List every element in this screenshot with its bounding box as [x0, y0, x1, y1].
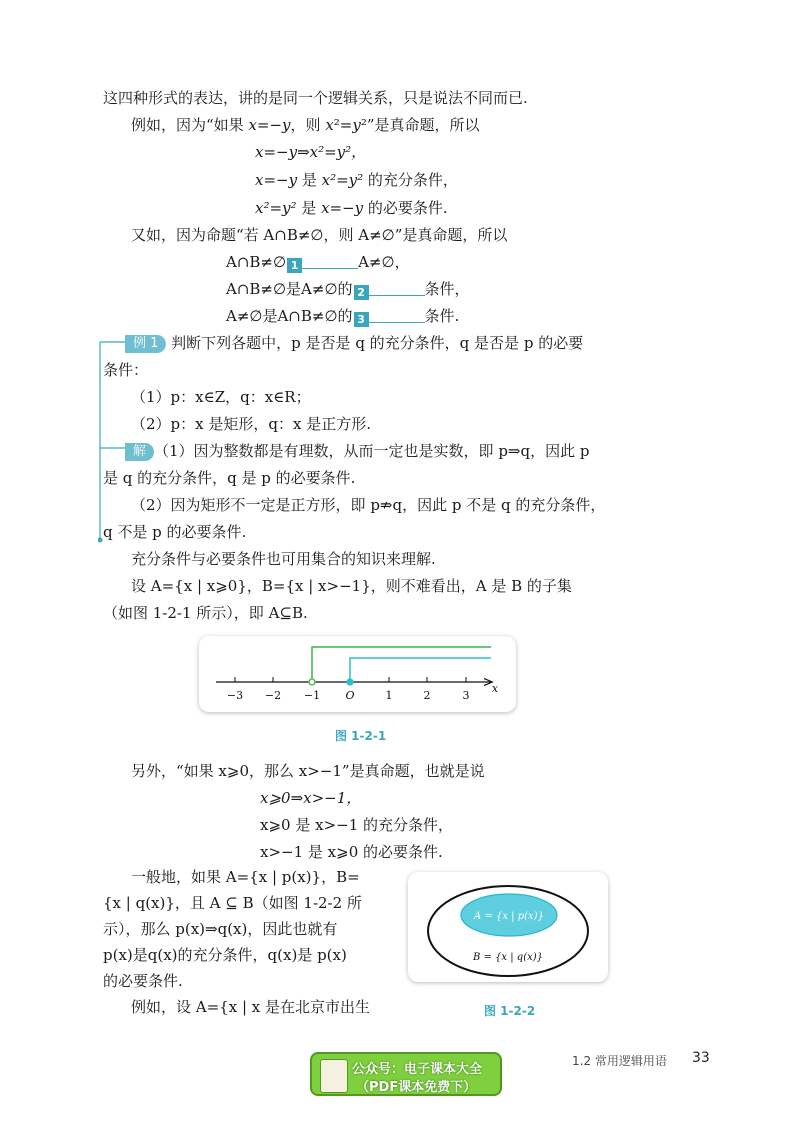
fill-blank[interactable]: [369, 307, 425, 323]
text-span: 是: [296, 199, 322, 217]
text-line: q 不是 p 的必要条件.: [103, 523, 247, 541]
set-a-ray: [312, 647, 491, 682]
text-span: （1）因为整数都是有理数，从而一定也是实数，即 p⇒q，因此 p: [154, 442, 590, 460]
text-line: 设 A={x | x⩾0}，B={x | x>−1}，则不难看出，A 是 B 的子集: [131, 577, 572, 595]
example-tag: 例 1: [125, 335, 166, 353]
text-line: 充分条件与必要条件也可用集合的知识来理解.: [131, 550, 436, 568]
text-line: [226, 251, 410, 273]
stamp-line2: （PDF课本免费下）: [356, 1080, 477, 1095]
page-number: 33: [692, 1050, 710, 1066]
section-footer: 1.2 常用逻辑用语: [572, 1054, 667, 1068]
venn-svg: [408, 872, 608, 982]
fill-blank[interactable]: [302, 253, 358, 269]
text-line: 一般地，如果 A={x | p(x)}，B=: [131, 868, 360, 886]
blank-number-badge: 1: [287, 258, 302, 273]
figure-caption: 图 1-2-1: [335, 729, 387, 743]
math-var: x: [325, 116, 334, 134]
text-span: 是: [297, 171, 322, 189]
text-span: ²”是真命题，所以: [360, 116, 480, 134]
text-span: A≠∅，: [358, 253, 410, 271]
text-line: （如图 1-2-1 所示），即 A⊆B.: [103, 604, 308, 622]
text-line: x⩾0 是 x>−1 的充分条件，: [260, 816, 454, 834]
math-expr: x=−y: [321, 199, 364, 217]
figure-number-line: [199, 636, 516, 712]
math-var: y: [282, 116, 291, 134]
text-span: 的必要条件.: [363, 199, 448, 217]
text-span: =−: [256, 116, 283, 134]
text-line: [226, 305, 459, 327]
tick-label: −1: [303, 689, 321, 702]
text-span: ²=: [333, 116, 353, 134]
watermark-stamp: [310, 1052, 502, 1096]
math-var: y: [352, 116, 361, 134]
text-line: {x | q(x)}，且 A ⊆ B（如图 1-2-2 所: [103, 894, 362, 912]
set-b-ray: [350, 658, 491, 682]
axis-label: x: [491, 682, 499, 695]
number-line-svg: [199, 636, 516, 712]
text-line: 这四种形式的表达，讲的是同一个逻辑关系，只是说法不同而已.: [103, 89, 528, 107]
solution-line: [125, 440, 589, 462]
set-b-label: B = {x | q(x)}: [472, 952, 544, 963]
text-line: [255, 197, 448, 219]
text-line: （2）因为矩形不一定是正方形，即 p⇏q，因此 p 不是 q 的充分条件，: [131, 496, 606, 514]
closed-point-zero: [347, 679, 353, 685]
text-span: A∩B≠∅: [226, 253, 287, 271]
text-line: 又如，因为命题“若 A∩B≠∅，则 A≠∅”是真命题，所以: [131, 226, 508, 244]
text-span: A∩B≠∅是A≠∅的: [226, 280, 353, 298]
text-line: （2）p：x 是矩形，q：x 是正方形.: [131, 415, 371, 433]
text-span: A≠∅是A∩B≠∅的: [226, 307, 353, 325]
text-line: 是 q 的充分条件，q 是 p 的必要条件.: [103, 469, 356, 487]
stamp-line1: 公众号：电子课本大全: [352, 1062, 483, 1077]
tick-label: 1: [385, 689, 393, 702]
solution-tag: 解: [125, 443, 154, 461]
text-line: 例如，设 A={x | x 是在北京市出生: [131, 998, 370, 1016]
example-line: [125, 332, 583, 354]
tick-label: 2: [423, 689, 431, 702]
text-span: 条件.: [424, 307, 460, 325]
math-expr: x²=y²: [255, 199, 297, 217]
math-expr: x²=y²: [321, 171, 364, 189]
math-line: x=−y⇒x²=y²，: [255, 143, 367, 161]
text-line: 的必要条件.: [103, 972, 183, 990]
text-span: 例如，因为“如果: [131, 116, 249, 134]
text-line: x>−1 是 x⩾0 的必要条件.: [260, 843, 443, 861]
text-line: [131, 114, 480, 136]
text-span: 的充分条件，: [363, 171, 458, 189]
math-var: x: [248, 116, 257, 134]
figure-venn: [408, 872, 608, 982]
math-expr: x=−y: [255, 171, 298, 189]
text-line: 示），那么 p(x)⇒q(x)，因此也就有: [103, 920, 338, 938]
set-a-label: A = {x | p(x)}: [474, 911, 544, 922]
text-line: [255, 169, 458, 191]
math-line: x⩾0⇒x>−1，: [260, 789, 362, 807]
book-icon: [320, 1059, 348, 1093]
tick-label: O: [345, 689, 355, 702]
text-span: ，则: [290, 116, 326, 134]
tick-label: 3: [462, 689, 470, 702]
text-span: 条件，: [424, 280, 470, 298]
text-line: （1）p：x∈Z，q：x∈R；: [131, 388, 311, 406]
open-point-minus-one: [309, 679, 315, 685]
blank-number-badge: 3: [354, 312, 369, 327]
figure-caption: 图 1-2-2: [484, 1004, 536, 1018]
blank-number-badge: 2: [354, 285, 369, 300]
text-span: 判断下列各题中，p 是否是 q 的充分条件，q 是否是 p 的必要: [166, 334, 584, 352]
fill-blank[interactable]: [369, 280, 425, 296]
text-line: 另外，“如果 x⩾0，那么 x>−1”是真命题，也就是说: [131, 762, 485, 780]
text-line: p(x)是q(x)的充分条件，q(x)是 p(x): [103, 946, 347, 964]
text-line: [226, 278, 470, 300]
tick-label: −3: [226, 689, 244, 702]
tick-label: −2: [264, 689, 282, 702]
text-line: 条件：: [103, 361, 149, 379]
